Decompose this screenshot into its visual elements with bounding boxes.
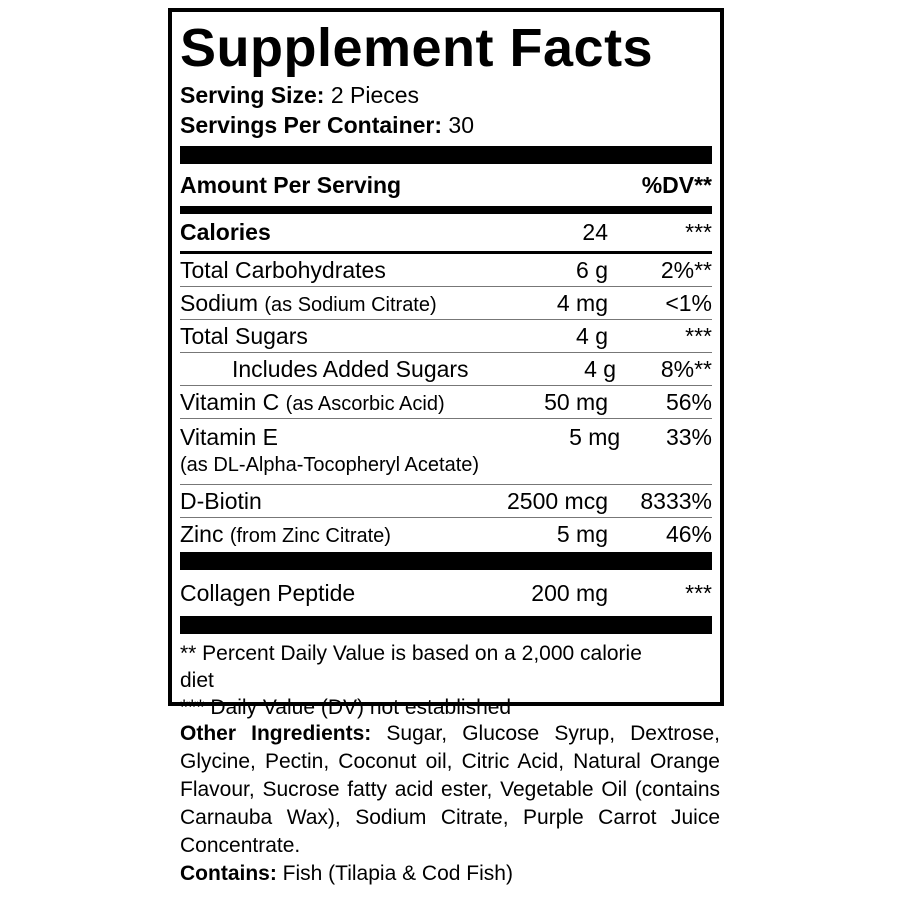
nutrient-amount: 5 mg <box>556 520 608 547</box>
nutrient-dv: 33% <box>665 424 712 450</box>
nutrient-row <box>180 485 712 518</box>
servings-per-container-label: Servings Per Container: <box>180 112 443 138</box>
nutrient-dv: 2%** <box>660 256 712 283</box>
collagen-name: Collagen Peptide <box>180 579 356 606</box>
other-ingredients-label: Other Ingredients: <box>180 722 372 745</box>
medium-divider <box>180 206 712 214</box>
panel-title: Supplement Facts <box>180 18 654 78</box>
calories-label: Calories <box>180 219 271 245</box>
nutrient-dv: 56% <box>665 388 712 415</box>
dv-header-label: %DV** <box>641 171 712 198</box>
nutrient-amount: 2500 mcg <box>506 487 608 514</box>
nutrient-dv: *** <box>685 322 712 349</box>
nutrient-row <box>180 518 712 550</box>
other-ingredients-text: Sugar, Glucose Syrup, Dextrose, Glycine, Pectin, Coconut oil, Citric Acid, Natural Orange Flavour, Sucrose fatty acid ester, Vegetable Oil (contains Carnauba Wax), Sodium Citrate, Purple Carrot Juice Concentrate. <box>180 722 720 857</box>
serving-size-value: 2 Pieces <box>330 82 420 108</box>
amount-header <box>180 164 712 206</box>
nutrient-source: (from Zinc Citrate) <box>229 524 391 547</box>
nutrient-dv: 8333% <box>640 487 712 514</box>
footnotes <box>180 640 712 721</box>
collagen-dv: *** <box>685 579 712 606</box>
nutrient-row <box>180 320 712 353</box>
thick-divider <box>180 552 712 570</box>
nutrient-name: Includes Added Sugars <box>232 355 469 382</box>
calories-dv: *** <box>685 219 712 245</box>
other-ingredients <box>180 720 720 888</box>
nutrient-row <box>180 386 712 419</box>
collagen-amount: 200 mg <box>531 579 608 606</box>
nutrient-name: Total Sugars <box>180 322 308 349</box>
contains-text: Fish (Tilapia & Cod Fish) <box>282 862 513 885</box>
collagen-row <box>180 570 712 616</box>
servings-per-container-value: 30 <box>448 112 475 138</box>
nutrient-source: (as Sodium Citrate) <box>264 293 437 316</box>
nutrient-amount: 4 g <box>584 355 617 382</box>
nutrient-amount: 5 mg <box>569 424 621 450</box>
nutrient-source: (as Ascorbic Acid) <box>285 392 445 415</box>
contains-label: Contains: <box>180 862 277 885</box>
nutrient-name: Zinc (from Zinc Citrate) <box>180 520 391 547</box>
serving-size <box>180 80 712 110</box>
nutrient-amount: 4 mg <box>556 289 608 316</box>
nutrient-dv: <1% <box>665 289 712 316</box>
nutrient-name: Total Carbohydrates <box>180 256 386 283</box>
nutrient-dv: 46% <box>665 520 712 547</box>
nutrient-amount: 6 g <box>576 256 608 283</box>
nutrient-name: D-Biotin <box>180 487 262 514</box>
nutrient-amount: 4 g <box>576 322 608 349</box>
nutrient-amount: 50 mg <box>544 388 608 415</box>
supplement-facts-panel <box>168 8 724 719</box>
thick-divider <box>180 146 712 164</box>
dv-footnote: ** Percent Daily Value is based on a 2,000 calorie diet <box>180 642 642 692</box>
calories-amount: 24 <box>582 219 608 245</box>
nutrient-row <box>180 419 712 485</box>
nutrient-row <box>180 254 712 287</box>
nutrient-source: (as DL-Alpha-Tocopheryl Acetate) <box>180 454 480 476</box>
thick-divider <box>180 616 712 634</box>
servings-per-container <box>180 110 712 140</box>
serving-size-label: Serving Size: <box>180 82 325 108</box>
nutrient-name: Sodium (as Sodium Citrate) <box>180 289 437 316</box>
nutrient-row <box>180 287 712 320</box>
nutrient-dv: 8%** <box>660 355 712 382</box>
calories-row <box>180 214 712 254</box>
not-established-footnote: *** Daily Value (DV) not established <box>180 696 512 719</box>
nutrient-name: Vitamin E (as DL-Alpha-Tocopheryl Acetate) <box>180 423 479 479</box>
nutrient-name: Vitamin C (as Ascorbic Acid) <box>180 388 445 415</box>
amount-per-serving-label: Amount Per Serving <box>180 171 402 198</box>
nutrient-row <box>180 353 712 386</box>
contains-line <box>180 860 720 888</box>
